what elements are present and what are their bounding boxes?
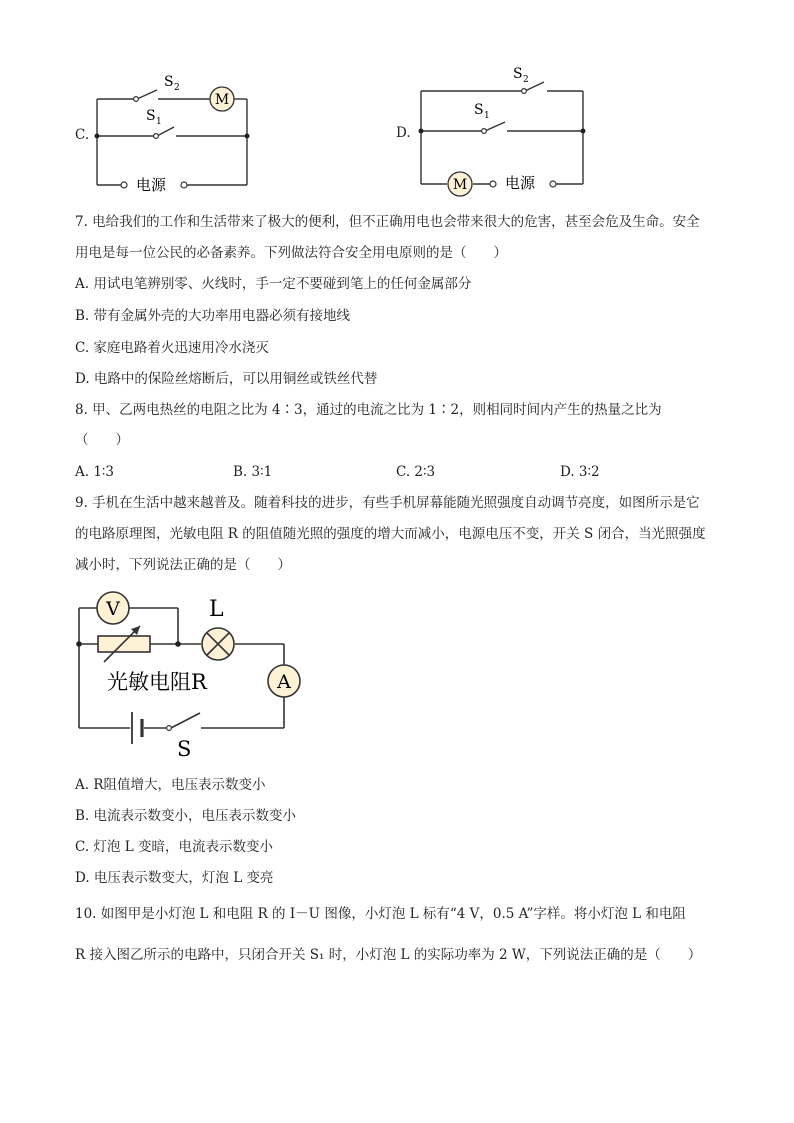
q7-stem-line1: 7. 电给我们的工作和生活带来了极大的便利，但不正确用电也会带来很大的危害，甚至会危及生命。安全	[75, 214, 700, 230]
q7-option-d: D. 电路中的保险丝熔断后，可以用铜丝或铁丝代替	[75, 371, 378, 387]
photoresistor-label: 光敏电阻R	[107, 670, 207, 694]
ammeter-label: A	[277, 671, 291, 693]
svg-text:S: S	[474, 102, 484, 118]
q7-stem-line2: 用电是每一位公民的必备素养。下列做法符合安全用电原则的是（ ）	[75, 245, 507, 261]
power-source-label: 电源	[136, 176, 167, 194]
option-c-label: C.	[75, 127, 90, 143]
q8-stem-line2: （ ）	[75, 432, 129, 448]
q9-option-d: D. 电压表示数变大，灯泡 L 变亮	[75, 870, 274, 886]
circuit-diagram-q9	[70, 588, 310, 760]
q8-option-d: D. 3∶2	[560, 464, 600, 480]
q8-option-a: A. 1∶3	[75, 464, 115, 480]
lamp-label: L	[209, 597, 224, 622]
q7-option-b: B. 带有金属外壳的大功率用电器必须有接地线	[75, 308, 351, 324]
circuit-diagram-d	[412, 60, 592, 200]
q8-option-c: C. 2∶3	[396, 464, 436, 480]
q7-option-c: C. 家庭电路着火迅速用冷水浇灭	[75, 340, 269, 356]
q10-stem-line1: 10. 如图甲是小灯泡 L 和电阻 R 的 I－U 图像，小灯泡 L 标有“4 V，0.5 A”字样。将小灯泡 L 和电阻	[75, 906, 686, 922]
option-d-label: D.	[396, 125, 411, 141]
motor-label: M	[452, 177, 468, 193]
svg-text:2: 2	[523, 75, 529, 85]
svg-text:2: 2	[174, 83, 180, 93]
q9-stem-line3: 减小时，下列说法正确的是（ ）	[75, 557, 291, 573]
svg-text:S: S	[513, 66, 523, 82]
voltmeter-label: V	[106, 598, 120, 620]
svg-text:1: 1	[156, 117, 162, 127]
q10-stem-line2: R 接入图乙所示的电路中，只闭合开关 S₁ 时，小灯泡 L 的实际功率为 2 W，下列说法正确的是（ ）	[75, 947, 702, 963]
q9-option-b: B. 电流表示数变小，电压表示数变小	[75, 808, 297, 824]
switch-label: S	[177, 737, 192, 760]
circuit-diagram-c	[88, 68, 258, 194]
svg-text:S: S	[164, 74, 174, 90]
svg-text:1: 1	[484, 111, 490, 121]
q9-stem-line2: 的电路原理图，光敏电阻 R 的阻值随光照的强度的增大而减小，电源电压不变，开关 S 闭合，当光照强度	[75, 526, 706, 542]
svg-text:S: S	[146, 108, 156, 124]
q8-stem-line1: 8. 甲、乙两电热丝的电阻之比为 4∶3，通过的电流之比为 1∶2，则相同时间内产生的热量之比为	[75, 402, 662, 418]
power-source-label: 电源	[505, 174, 536, 192]
q7-option-a: A. 用试电笔辨别零、火线时，手一定不要碰到笔上的任何金属部分	[75, 276, 472, 292]
motor-label: M	[214, 92, 230, 108]
q9-stem-line1: 9. 手机在生活中越来越普及。随着科技的进步，有些手机屏幕能随光照强度自动调节亮度，如图所示是它	[75, 495, 700, 511]
q9-option-a: A. R阻值增大，电压表示数变小	[75, 777, 266, 793]
q9-option-c: C. 灯泡 L 变暗，电流表示数变小	[75, 839, 273, 855]
q8-option-b: B. 3∶1	[233, 464, 273, 480]
